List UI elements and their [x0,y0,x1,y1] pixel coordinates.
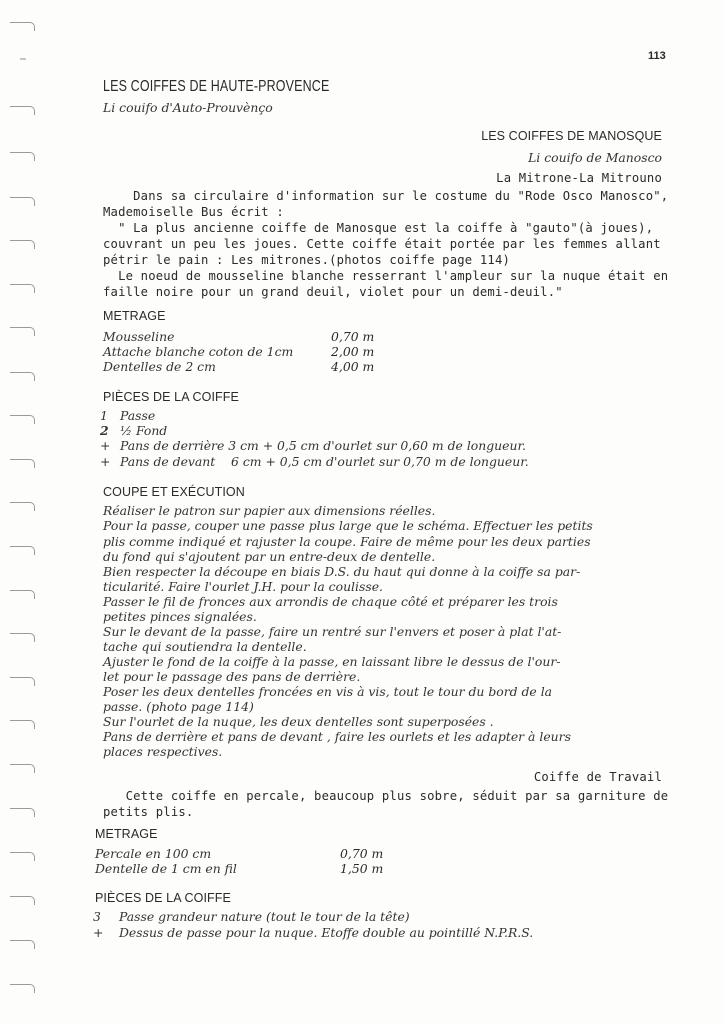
metrage-heading: METRAGE [95,827,158,841]
section-subtitle-mitrone: La Mitrone-La Mitrouno [496,171,662,185]
metrage-item: Attache blanche coton de 1cm [103,344,294,359]
piece-mark: 3 [93,909,101,924]
piece-mark: + [93,925,104,940]
text-line: Mademoiselle Bus écrit : [103,205,284,219]
metrage-qty: 2,00 m [331,344,375,359]
piece-mark: + [100,454,111,469]
text-line: couvrant un peu les joues. Cette coiffe était portée par les femmes allant [103,237,661,251]
piece-text: ½ Fond [120,423,168,438]
page-number: 113 [648,50,666,62]
piece-text: Passe grandeur nature (tout le tour de la tête) [119,909,410,924]
text-line: " La plus ancienne coiffe de Manosque est la coiffe à "gauto"(à joues), [103,221,654,235]
section-heading-travail: Coiffe de Travail [533,770,662,784]
piece-mark: 1 [100,408,108,423]
metrage-item: Mousseline [103,329,175,344]
instruction-line: Bien respecter la découpe en biais D.S. du haut qui donne à la coiffe sa par- [103,564,581,579]
instruction-line: Ajuster le fond de la coiffe à la passe, en laissant libre le dessus de l'our- [103,654,561,669]
metrage-item: Dentelles de 2 cm [103,359,216,374]
metrage-heading: METRAGE [103,309,166,323]
instruction-line: Pans de derrière et pans de devant , faire les ourlets et les adapter à leurs [103,729,571,744]
metrage-item: Dentelle de 1 cm en fil [95,861,237,876]
section-heading-manosque: LES COIFFES DE MANOSQUE [481,129,662,143]
text-line: pétrir le pain : Les mitrones.(photos coiffe page 114) [103,253,511,267]
instruction-line: places respectives. [103,744,223,759]
piece-text: Passe [120,408,156,423]
instruction-line: Réaliser le patron sur papier aux dimensions réelles. [103,503,436,518]
text-line: Le noeud de mousseline blanche resserrant l'ampleur sur la nuque était en [103,269,669,283]
piece-text: Pans de devant 6 cm + 0,5 cm d'ourlet sur 0,70 m de longueur. [120,454,529,469]
metrage-qty: 4,00 m [331,359,375,374]
instruction-line: Passer le fil de fronces aux arrondis de chaque côté et préparer les trois [103,594,558,609]
coupe-heading: COUPE ET EXÉCUTION [103,485,245,499]
instruction-line: plis comme indiqué et rajuster la coupe. Faire de même pour les deux parties [103,534,591,549]
instruction-line: passe. (photo page 114) [103,699,254,714]
metrage-qty: 0,70 m [340,846,384,861]
instruction-line: Sur le devant de la passe, faire un rentré sur l'envers et poser à plat l'at- [103,624,562,639]
text-line: Cette coiffe en percale, beaucoup plus sobre, séduit par sa garniture de [103,789,669,803]
metrage-item: Percale en 100 cm [95,846,212,861]
piece-mark: 2 [100,423,109,438]
instruction-line: du fond qui s'ajoutent par un entre-deux de dentelle. [103,549,436,564]
text-line: faille noire pour un grand deuil, violet pour un demi-deuil." [103,285,563,299]
pieces-heading: PIÈCES DE LA COIFFE [103,390,239,404]
page-title-provencal: Li couifo d'Auto-Prouvènço [103,100,273,115]
section-subtitle-provencal: Li couifo de Manosco [528,150,662,165]
piece-text: Pans de derrière 3 cm + 0,5 cm d'ourlet sur 0,60 m de longueur. [120,438,526,453]
text-line: petits plis. [103,805,194,819]
text-line: Dans sa circulaire d'information sur le costume du "Rode Osco Manosco", [103,189,669,203]
instruction-line: Pour la passe, couper une passe plus large que le schéma. Effectuer les petits [103,518,593,533]
instruction-line: petites pinces signalées. [103,609,257,624]
metrage-qty: 0,70 m [331,329,375,344]
instruction-line: tache qui soutiendra la dentelle. [103,639,307,654]
piece-text: Dessus de passe pour la nuque. Etoffe double au pointillé N.P.R.S. [119,925,534,940]
instruction-line: ticularité. Faire l'ourlet J.H. pour la coulisse. [103,579,383,594]
metrage-qty: 1,50 m [340,861,384,876]
piece-mark: + [100,438,111,453]
instruction-line: let pour le passage des pans de derrière. [103,669,361,684]
instruction-line: Sur l'ourlet de la nuque, les deux dentelles sont superposées . [103,714,494,729]
pieces-heading: PIÈCES DE LA COIFFE [95,891,231,905]
page-title: LES COIFFES DE HAUTE-PROVENCE [103,78,330,95]
instruction-line: Poser les deux dentelles froncées en vis à vis, tout le tour du bord de la [103,684,553,699]
